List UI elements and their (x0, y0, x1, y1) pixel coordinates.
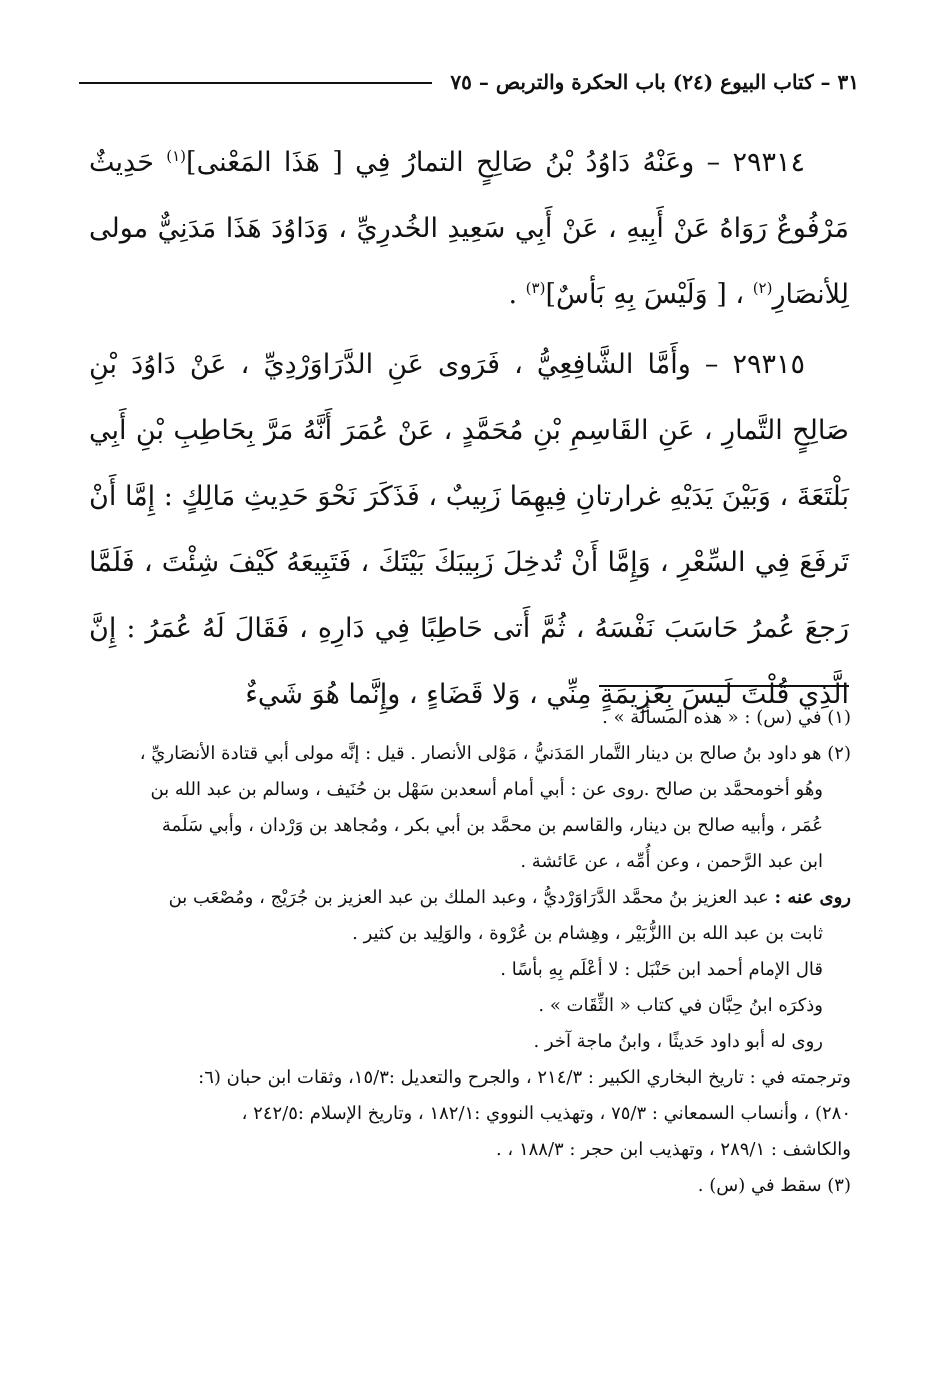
footnote-2-line: روى له أبو داود حَديثًا ، وابنُ ماجة آخر . (533, 1031, 823, 1052)
hadith-29314-part-c: ، [ وَلَيْسَ بِهِ بَأسٌ] (545, 279, 753, 310)
footnote-2-line: وهُو أخومحمَّد بن صالح .روى عن : أبي أمام أسعدبن سَهْل بن حُنَيف ، وسالم بن عبد الله بن (150, 779, 823, 800)
footnote-2-line: عُمَر ، وأبيه صالح بن دينار، والقاسم بن محمَّد بن أبي بكر ، ومُجاهد بن وَرْدان ، وأبي سَلَمة (161, 815, 823, 836)
hadith-29314-part-d: . (508, 279, 526, 310)
footnote-2-line: وذكرَه ابنُ حِبَّان في كتاب « الثِّقَات » . (538, 995, 823, 1016)
footnote-2-narrators (81, 880, 851, 916)
footnote-2-first-line: (٢) هو داود بنُ صالح بن دينار التَّمار المَدَنيُّ ، مَوْلى الأنصار . قيل : إنَّه مولى أبي قتادة الأنصَاريِّ ، (139, 743, 851, 764)
footnote-2-line: قال الإمام أحمد ابن حَنْبَل : لا أعْلَم بِهِ بأسًا . (500, 959, 823, 980)
header-rule (79, 82, 432, 84)
footnote-2-sources: والكاشف : ٢٨٩/١ ، وتهذيب ابن حجر : ١٨٨/٣ ، . (495, 1139, 851, 1160)
footnotes (81, 700, 851, 1204)
footnote-ref-3[interactable]: (٣) (525, 279, 546, 297)
footnote-ref-1[interactable]: (١) (166, 147, 187, 165)
running-header (79, 62, 859, 102)
header-title: ٣١ – كتاب البيوع (٢٤) باب الحكرة والتربص – ٧٥ (450, 70, 859, 94)
footnote-ref-2[interactable]: (٢) (752, 279, 773, 297)
hadith-29314-part-a: ٢٩٣١٤ – وعَنْهُ دَاوُدُ بْنُ صَالِحٍ التمارُ فِي [ هَذَا المَعْنى] (186, 147, 805, 178)
footnote-2-narrators-label: روى عنه : (774, 887, 851, 908)
hadith-29314 (89, 130, 849, 328)
main-text (89, 130, 849, 732)
footnote-1: (١) في (س) : « هذه المسألة » . (602, 707, 851, 728)
footnote-2-line: ابن عبد الرَّحمن ، وعن أُمِّه ، عن عَائشة . (520, 851, 823, 872)
footnote-2-narrators-text: عبد العزيز بنُ محمَّد الدَّرَاوَرْديُّ ، وعبد الملك بن عبد العزيز بن جُرَيْج ، ومُصْعَب بن (168, 887, 775, 908)
footnote-divider (599, 685, 849, 687)
footnote-2-body (81, 772, 851, 880)
hadith-29314-part-b: حَدِيثٌ مَرْفُوعٌ رَوَاهُ عَنْ أَبِيهِ ، عَنْ أَبِي سَعِيدِ الخُدرِيِّ ، وَدَاوُدَ هَذَا مَدَنِيٌّ مولى لِلأنصَارِ (89, 147, 849, 310)
footnote-3: (٣) سقط في (س) . (697, 1175, 851, 1196)
footnote-2-sources: ٢٨٠) ، وأنساب السمعاني : ٧٥/٣ ، وتهذيب النووي :١٨٢/١ ، وتاريخ الإسلام :٢٤٢/٥ ، (241, 1103, 851, 1124)
footnote-2-line: ثابت بن عبد الله بن االزُّبَيْر ، وهِشام بن عُرْوة ، والوَلِيد بن كثير . (352, 923, 823, 944)
footnote-2-sources: وترجمته في : تاريخ البخاري الكبير : ٢١٤/٣ ، والجرح والتعديل :١٥/٣، وثقات ابن حبان (٦: (198, 1067, 851, 1088)
hadith-29315: ٢٩٣١٥ – وأَمَّا الشَّافِعِيُّ ، فَرَوى عَنِ الدَّرَاوَرْدِيِّ ، عَنْ دَاوُدَ بْنِ صَالِحٍ التَّمارِ ، عَنِ القَاسِمِ بْنِ مُحَمَّدٍ ، عَنْ عُمَرَ أَنَّهُ مَرَّ بِحَاطِبِ بْنِ أَبِي بَلْتَعَةَ ، وَبَيْنَ يَدَيْهِ غرارتانِ فِيهِمَا زَبِيبٌ ، فَذَكَرَ نَحْوَ حَدِيثِ مَالِكٍ : إِمَّا أَنْ تَرفَعَ فِي السِّعْرِ ، وَإِمَّا أَنْ تُدخِلَ زَبِيبَكَ بَيْتَكَ ، فَتَبِيعَهُ كَيْفَ شِئْتَ ، فَلَمَّا رَجعَ عُمرُ حَاسَبَ نَفْسَهُ ، ثُمَّ أَتى حَاطِبًا فِي دَارِهِ ، فَقَالَ لَهُ عُمَرُ : إِنَّ الَّذِي قُلْتَ لَيسَ بِعَزِيمَةٍ مِنِّي ، وَلا قَضَاءٍ ، وإِنَّما هُوَ شَيءٌ (89, 349, 849, 710)
footnote-2-narrators-body (81, 916, 851, 1060)
